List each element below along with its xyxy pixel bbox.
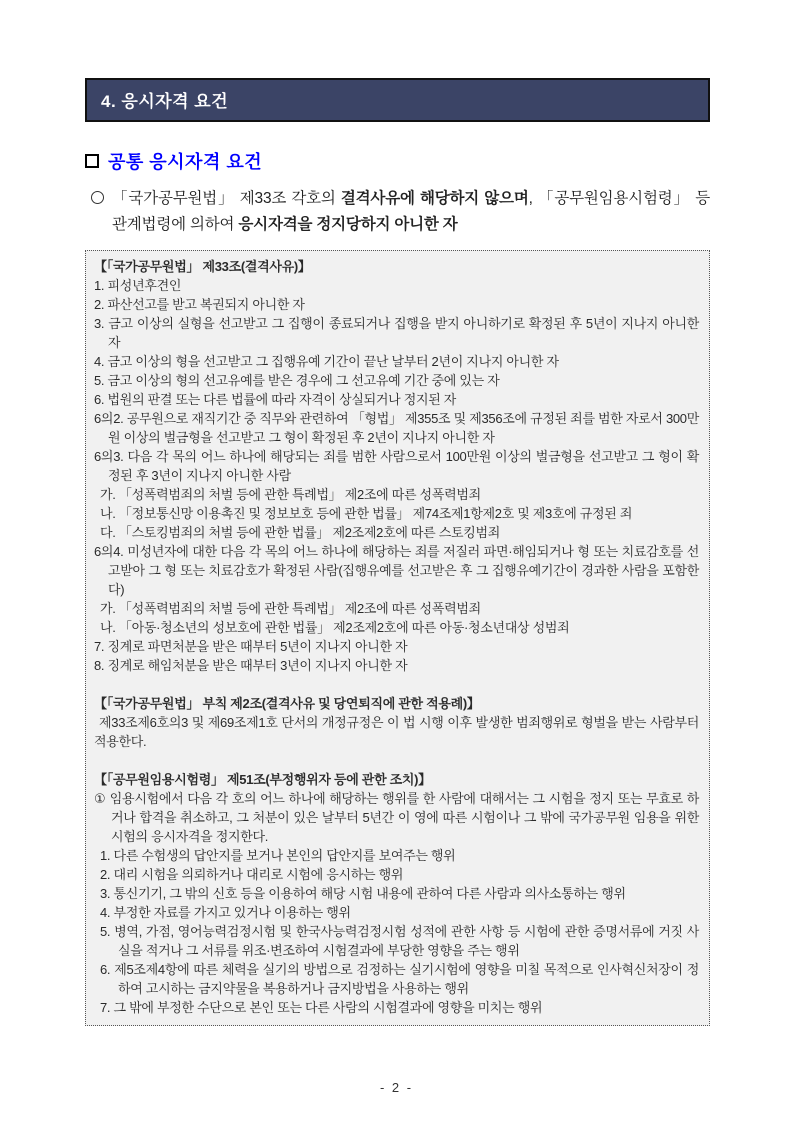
- section-header-bar: [85, 78, 710, 122]
- notice-line: 3. 통신기기, 그 밖의 신호 등을 이용하여 해당 시험 내용에 관하여 다른 사람과 의사소통하는 행위: [100, 886, 626, 902]
- notice-line: 2. 대리 시험을 의뢰하거나 대리로 시험에 응시하는 행위: [100, 867, 404, 883]
- subheading: [85, 148, 710, 174]
- notice-line: 나. 「정보통신망 이용촉진 및 정보보호 등에 관한 법률」 제74조제1항제2호 및 제3호에 규정된 죄: [100, 506, 633, 522]
- notice-line: 4. 부정한 자료를 가지고 있거나 이용하는 행위: [100, 905, 351, 921]
- notice-line: 가. 「성폭력범죄의 처벌 등에 관한 특례법」 제2조에 따른 성폭력범죄: [100, 601, 481, 617]
- notice-line: 1. 다른 수험생의 답안지를 보거나 본인의 답안지를 보여주는 행위: [100, 848, 456, 864]
- square-bullet-icon: [85, 154, 99, 168]
- notice-block: [94, 257, 699, 675]
- intro-segment: 「국가공무원법」 제33조 각호의: [112, 190, 341, 207]
- intro-bold-segment: 결격사유에 해당하지 않으며: [340, 190, 529, 207]
- notice-line: 7. 징계로 파면처분을 받은 때부터 5년이 지나지 아니한 자: [94, 639, 408, 655]
- notice-block-heading: 【「국가공무원법」 제33조(결격사유)】: [94, 259, 311, 275]
- notice-line: 1. 피성년후견인: [94, 278, 182, 294]
- notice-line: 5. 병역, 가점, 영어능력검정시험 및 한국사능력검정시험 성적에 관한 사항 등 시험에 관한 증명서류에 거짓 사실을 적거나 그 서류를 위조·변조하여 시험결과에 부당한 영향을 주는 행위: [100, 924, 699, 959]
- intro-segment: , 「공무원임용시험령」 등 관계법령에 의하여: [112, 190, 710, 233]
- notice-line: 6. 법원의 판결 또는 다른 법률에 따라 자격이 상실되거나 정지된 자: [94, 392, 457, 408]
- notice-line: 4. 금고 이상의 형을 선고받고 그 집행유예 기간이 끝난 날부터 2년이 지나지 아니한 자: [94, 354, 559, 370]
- notice-box: [85, 250, 710, 1026]
- intro-text: [112, 186, 710, 237]
- notice-block-heading: 【「국가공무원법」 부칙 제2조(결격사유 및 당연퇴직에 관한 적용례)】: [94, 696, 480, 712]
- notice-line: 가. 「성폭력범죄의 처벌 등에 관한 특례법」 제2조에 따른 성폭력범죄: [100, 487, 481, 503]
- notice-line: 제33조제6호의3 및 제69조제1호 단서의 개정규정은 이 법 시행 이후 발생한 범죄행위로 형벌을 받는 사람부터 적용한다.: [94, 715, 699, 750]
- notice-block-heading: 【「공무원임용시험령」 제51조(부정행위자 등에 관한 조치)】: [94, 772, 431, 788]
- page-number: - 2 -: [379, 1080, 414, 1095]
- notice-line: 6의3. 다음 각 목의 어느 하나에 해당되는 죄를 범한 사람으로서 100만원 이상의 벌금형을 선고받고 그 형이 확정된 후 3년이 지나지 아니한 사람: [94, 449, 699, 484]
- notice-line: ① 임용시험에서 다음 각 호의 어느 하나에 해당하는 행위를 한 사람에 대해서는 그 시험을 정지 또는 무효로 하거나 합격을 취소하고, 그 처분이 있은 날부터 5년간 이 영에 따른 시험이나 그 밖에 국가공무원 임용을 위한 시험의 응시자격을 정지한다.: [94, 791, 699, 845]
- intro-bold-segment: 응시자격을 정지당하지 아니한 자: [238, 215, 458, 233]
- section-header-title: 4. 응시자격 요건: [101, 92, 229, 111]
- notice-line: 나. 「아동·청소년의 성보호에 관한 법률」 제2조제2호에 따른 아동·청소년대상 성범죄: [100, 620, 570, 636]
- notice-line: 6의2. 공무원으로 재직기간 중 직무와 관련하여 「형법」 제355조 및 제356조에 규정된 죄를 범한 자로서 300만원 이상의 벌금형을 선고받고 그 형이 확정된 후 2년이 지나지 아니한 자: [94, 411, 699, 446]
- notice-line: 2. 파산선고를 받고 복권되지 아니한 자: [94, 297, 305, 313]
- circle-bullet-icon: [91, 191, 104, 204]
- notice-line: 8. 징계로 해임처분을 받은 때부터 3년이 지나지 아니한 자: [94, 658, 408, 674]
- notice-block: [94, 694, 699, 751]
- notice-line: 5. 금고 이상의 형의 선고유예를 받은 경우에 그 선고유예 기간 중에 있는 자: [94, 373, 500, 389]
- notice-line: 6의4. 미성년자에 대한 다음 각 목의 어느 하나에 해당하는 죄를 저질러 파면·해임되거나 형 또는 치료감호를 선고받아 그 형 또는 치료감호가 확정된 사람(집행유예를 선고받은 후 그 집행유예기간이 경과한 사람을 포함한다): [94, 544, 699, 598]
- notice-line: 7. 그 밖에 부정한 수단으로 본인 또는 다른 사람의 시험결과에 영향을 미치는 행위: [100, 1000, 543, 1016]
- intro-paragraph: [85, 186, 710, 237]
- notice-line: 다. 「스토킹범죄의 처벌 등에 관한 법률」 제2조제2호에 따른 스토킹범죄: [100, 525, 501, 541]
- notice-line: 6. 제5조제4항에 따른 체력을 실기의 방법으로 검정하는 실기시험에 영향을 미칠 목적으로 인사혁신처장이 정하여 고시하는 금지약물을 복용하거나 금지방법을 사용하는 행위: [100, 962, 699, 997]
- notice-block: [94, 770, 699, 1017]
- notice-line: 3. 금고 이상의 실형을 선고받고 그 집행이 종료되거나 집행을 받지 아니하기로 확정된 후 5년이 지나지 아니한 자: [94, 316, 699, 351]
- subheading-title: 공통 응시자격 요건: [108, 152, 263, 172]
